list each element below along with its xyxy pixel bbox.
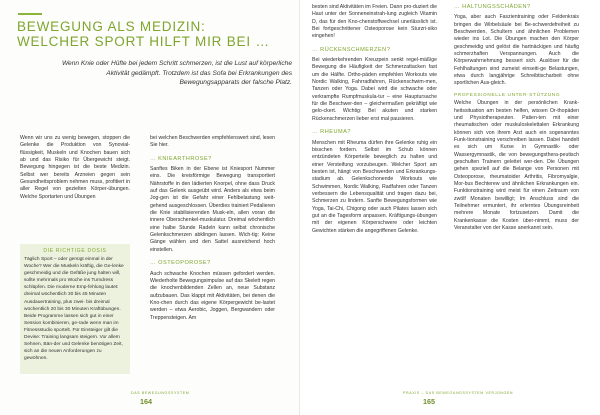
intro-text: Wenn Knie oder Hüfte bei jedem Schritt schmerzen, ist die Lust auf körperliche Aktivität gedämpft. Trotzdem ist das Sofa bei Erkrankungen des Bewegungsapparats der falsche Platz. [61,60,292,87]
paragraph: Menschen mit Rheuma dürfen ihre Gelenke ruhig ein bisschen fordern. Selbst im Schub können entzündeten Körperteile beweglich zu halten und einer Versteifung vorzubeugen. Welcher Sport am besten ist, hängt von Beschwerden und Erkrankungs-stadium ab. Gelenkschonende Workouts wie Schwimmen, Nordic Walking, Radfahren oder Tanzen verbessern die Lebensqualität und tragen dazu bei, Schmerzen zu lindern. Sanfte Bewegungsformen wie Yoga, Tai-Chi, Chigong oder auch Pilates lassen sich gut an die Tagesform anpassen. Kräftigungs-übungen mit der eigenen Körperschwere oder leichten Gewichten stärken die angegriffenen Gelenke. [312,139,437,234]
page-number: 165 [423,397,435,406]
paragraph: Bei wiederkehrenden Kreuzpein senkt regel-mäßige Bewegung die Häufigkeit der Schmerzattacken fast um die Hälfte. Ortho-päden empfehlen Workouts wie Nordic Walking, Fahrradfahren, Rückenschwim-men, Tanzen oder Yoga. Dabei wird die schwache oder verkrampfte Rumpfmuskula-tur – eine Hauptursache für die Beschwer-den – gleichermaßen gekräftigt wie gelo-ckert. Wichtig: Bei akuten und starken Rückenschmerzen lieber erst mal pausieren. [312,57,437,122]
title-accent-bar [18,13,42,15]
page-title [17,20,287,49]
info-box-dosage [20,244,130,374]
info-box-body: Täglich Sport – oder genügt einmal in der Woche? Wer die Muskeln kräftig, die Ge-lenke geschmeidig und die Gefäße jung halten will, sollte mehrmals pro Woche ins Turndress schlüpfen. Die moderne Emp-fehlung lautet: dreimal wöchentlich 30 bis 45 Minuten Ausdauertraining, plus zwei- bis dreimal wöchentlich 20 bis 30 Minuten Kraftübungen. Beide Programme lassen sich gut in einer Session kombinieren, ge-rade wenn man im Fitnessstudio sportelt. Für Einsteiger gilt die Devise: Training langsam steigern. Vor allem Sehnen, Bän-der und Gelenke benötigen Zeit, sich an die neuen Anforderungen zu gewöhnen. [24,257,124,362]
page-number: 164 [140,397,152,406]
section-heading-osteoporosis: … OSTEOPOROSE? [150,260,211,267]
page-title-line-2: WELCHER SPORT HILFT MIR BEI … [17,33,270,49]
paragraph: bei welchen Beschwerden empfehlenswert sind, lesen Sie hier. [150,135,275,149]
paragraph: Auch schwache Knochen müssen gefordert werden. Wiederholte Bewegungsimpulse auf das Skelett regen die knochenbildenden Zellen an, neue Substanz aufzubauen. Das klappt mit Aktivitäten, bei denen die Kno-chen durch das eigene Körpergewicht be-lastet werden – etwa Aerobic, Joggen, Bergwandern oder Treppensteigen. Am [150,270,275,321]
paragraph: Wenn wir uns zu wenig bewegen, stoppen die Gelenke die Produktion von Synovial-flüssigkeit, Muskeln und Knochen bauen sich ab und das Risiko für Übergewicht steigt. Bewegung hingegen ist die beste Medizin. Selbst wer bereits Arzneien gegen sein Gesundheitsproblem nehmen muss, profitiert in aller Regel von gezielten Körper-übungen. Welche Sportarten und Übungen [20,135,130,200]
subheading-professional-support: PROFESSIONELLE UNTER-STÜTZUNG [454,92,561,98]
section-heading-rheumatism: … RHEUMA? [312,129,351,136]
right-column-2 [454,4,579,237]
left-column-1 [20,135,130,206]
info-box-title: DIE RICHTIGE DOSIS [43,248,107,254]
right-column-1 [312,4,437,240]
paragraph: Yoga, aber auch Faszientraining oder Feldenkrais bringen die Wirbelsäule bei Be-schwerdefreiheit zu Beschwerden, Schultern und ähnlichen Problemen wieder ins Lot. Die Übungen machen den Körper geschmeidig und gelöst die hartnäckigen und häufig schmerzhaften Verspannungen. Auch die Körperwahrnehmung bessert sich. Auslöser für die Fehlhaltungen sind zumeist einseiti-ge Belastungen, etwa durch langjährige Schreibtischarbeit ohne sportlichen Aus-gleich. [454,14,579,87]
section-heading-back-pain: … RÜCKENSCHMERZEN? [312,46,391,53]
paragraph: Sanftes Biken in der Ebene ist Kniesport Nummer eins. Die kreisförmige Bewegung transportiert Nährstoffe in den lädierten Knorpel, ohne dass Druck auf das Gelenk ausgeübt wird. Anders als etwa beim Jog-gen ist die Gefahr einer Fehlbelastung weit-gehend ausgeschlossen. Überdies trainiert Pedalieren die Knie stabilisierenden Musk-eln, allen voran die innere Oberschenkel-muskulatur. Dreimal wöchentlich eine halbe Stunde Radeln kann selbst chronische Gelenkschmerzen abklingen lassen. Wich-tig: Keine Gänge wählen und den Sattel ausreichend hoch einstellen. [150,166,275,253]
paragraph: Welche Übungen in der persönlichen Krank-heitssituation am besten helfen, wissen Or-thopäden und Physiotherapeuten. Patien-ten mit einer rheumatischen oder muskuloskelettalen Erkrankung können sich von ihrem Arzt auch ein sogenanntes Funk-tionstraining verschreiben lassen. Dabei handelt es sich um Kurse in Gymnastik- oder Wassergymnastik, die von bewegungsthera-peutisch geschulten Trainern geleitet wer-den. Die Übungen gehen speziell auf die Belange von Personen mit Osteoporose, rheumatoider Arthritis, Fibromyalgie, Mor-bus Bechterew und ähnlichen Erkrankungen ein. Funktionstraining wird meist für einen Zeitraum von zwölf Monaten bewilligt; Im Anschluss sind die Teilnehmer ermuntert, ihr erlerntes Übungsreinheit mehrere Monate fortzusetzen. Damit die Krankenkasse die Kosten über-nimmt, muss der Veranstalter von der Kasse anerkannt sein. [454,100,579,232]
section-heading-posture: … HALTUNGSSCHÄDEN? [454,4,531,10]
left-column-2 [150,135,275,327]
right-page [300,0,600,415]
running-footer: DAS BEWEGUNGSSYSTEM [131,391,190,395]
page-title-line-1: BEWEGUNG ALS MEDIZIN: [17,19,206,34]
running-footer: PRAXIS – DAS BEWEGUNGSSYSTEM VERJÜNGEN [403,391,514,395]
section-heading-knee: … KNIEARTHROSE? [150,155,212,162]
paragraph: besten sind Aktivitäten im Freien. Dann pro-duziert die Haut unter der Sonneneinstrah-lung zugleich Vitamin D, das für den Kno-chenstoffwechsel unerlässlich ist. Bei fortgeschrittener Osteoporose kein Sturzri-siko eingehen! [312,4,437,40]
